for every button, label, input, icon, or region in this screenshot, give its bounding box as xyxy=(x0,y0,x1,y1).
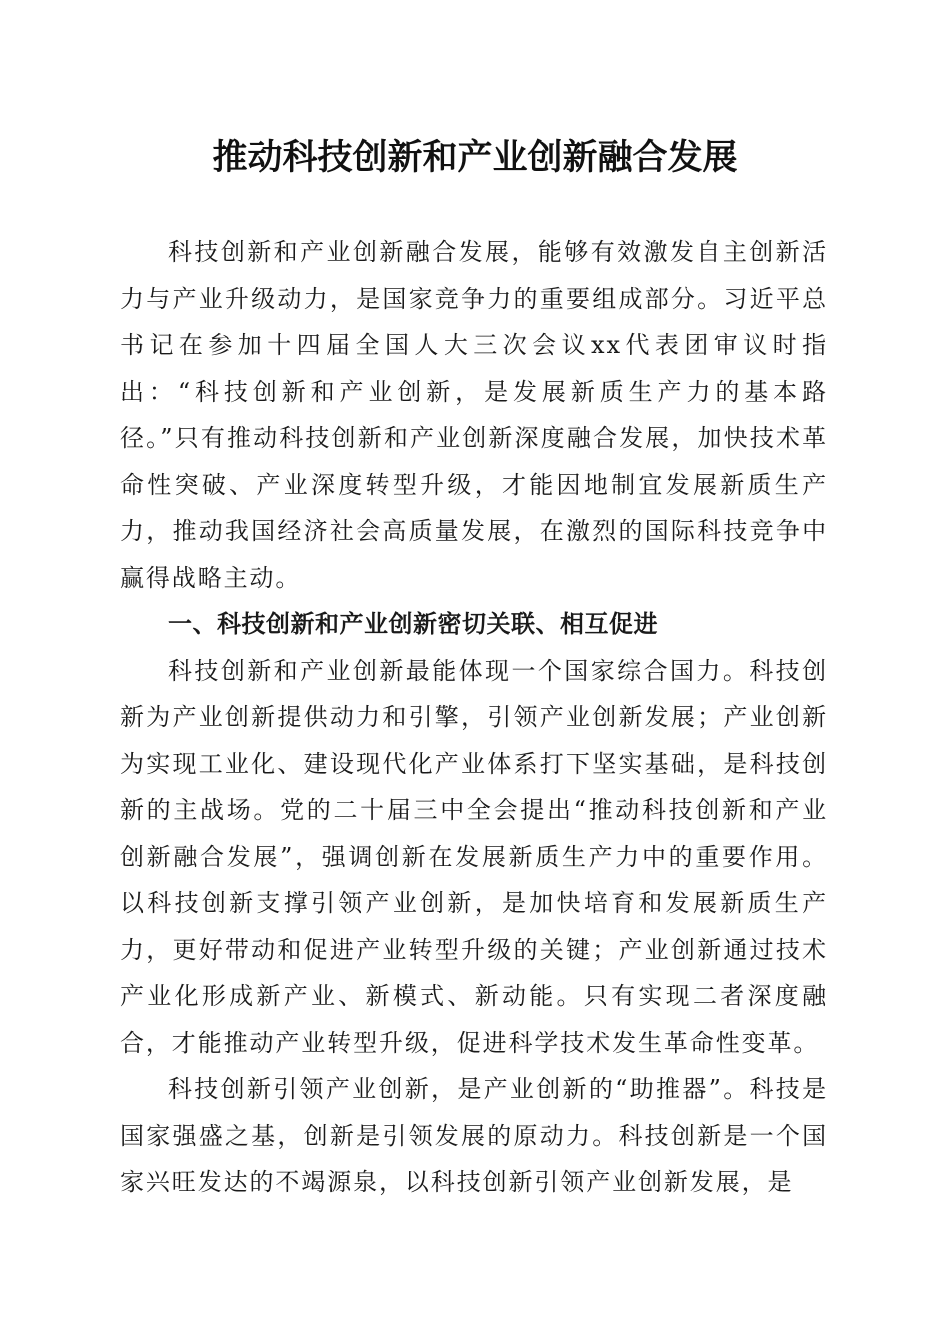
section-1-paragraph-1: 科技创新和产业创新最能体现一个国家综合国力。科技创新为产业创新提供动力和引擎，引领产业创新发展；产业创新为实现工业化、建设现代化产业体系打下坚实基础，是科技创新的主战场。党的二十届三中全会提出“推动科技创新和产业创新融合发展”，强调创新在发展新质生产力中的重要作用。以科技创新支撑引领产业创新，是加快培育和发展新质生产力，更好带动和促进产业转型升级的关键；产业创新通过技术产业化形成新产业、新模式、新动能。只有实现二者深度融合，才能推动产业转型升级，促进科学技术发生革命性变革。 xyxy=(120,656,828,1057)
intro-paragraph: 科技创新和产业创新融合发展，能够有效激发自主创新活力与产业升级动力，是国家竞争力的重要组成部分。习近平总书记在参加十四届全国人大三次会议xx代表团审议时指出：“科技创新和产业创新，是发展新质生产力的基本路径。”只有推动科技创新和产业创新深度融合发展，加快技术革命性突破、产业深度转型升级，才能因地制宜发展新质生产力，推动我国经济社会高质量发展，在激烈的国际科技竞争中赢得战略主动。 xyxy=(120,238,828,592)
section-1-paragraph-2: 科技创新引领产业创新，是产业创新的“助推器”。科技是国家强盛之基，创新是引领发展的原动力。科技创新是一个国家兴旺发达的不竭源泉，以科技创新引领产业创新发展，是 xyxy=(120,1075,828,1196)
document-title: 推动科技创新和产业创新融合发展 xyxy=(212,137,738,178)
section-heading-1: 一、科技创新和产业创新密切关联、相互促进 xyxy=(168,610,658,638)
document-body xyxy=(120,229,828,1206)
